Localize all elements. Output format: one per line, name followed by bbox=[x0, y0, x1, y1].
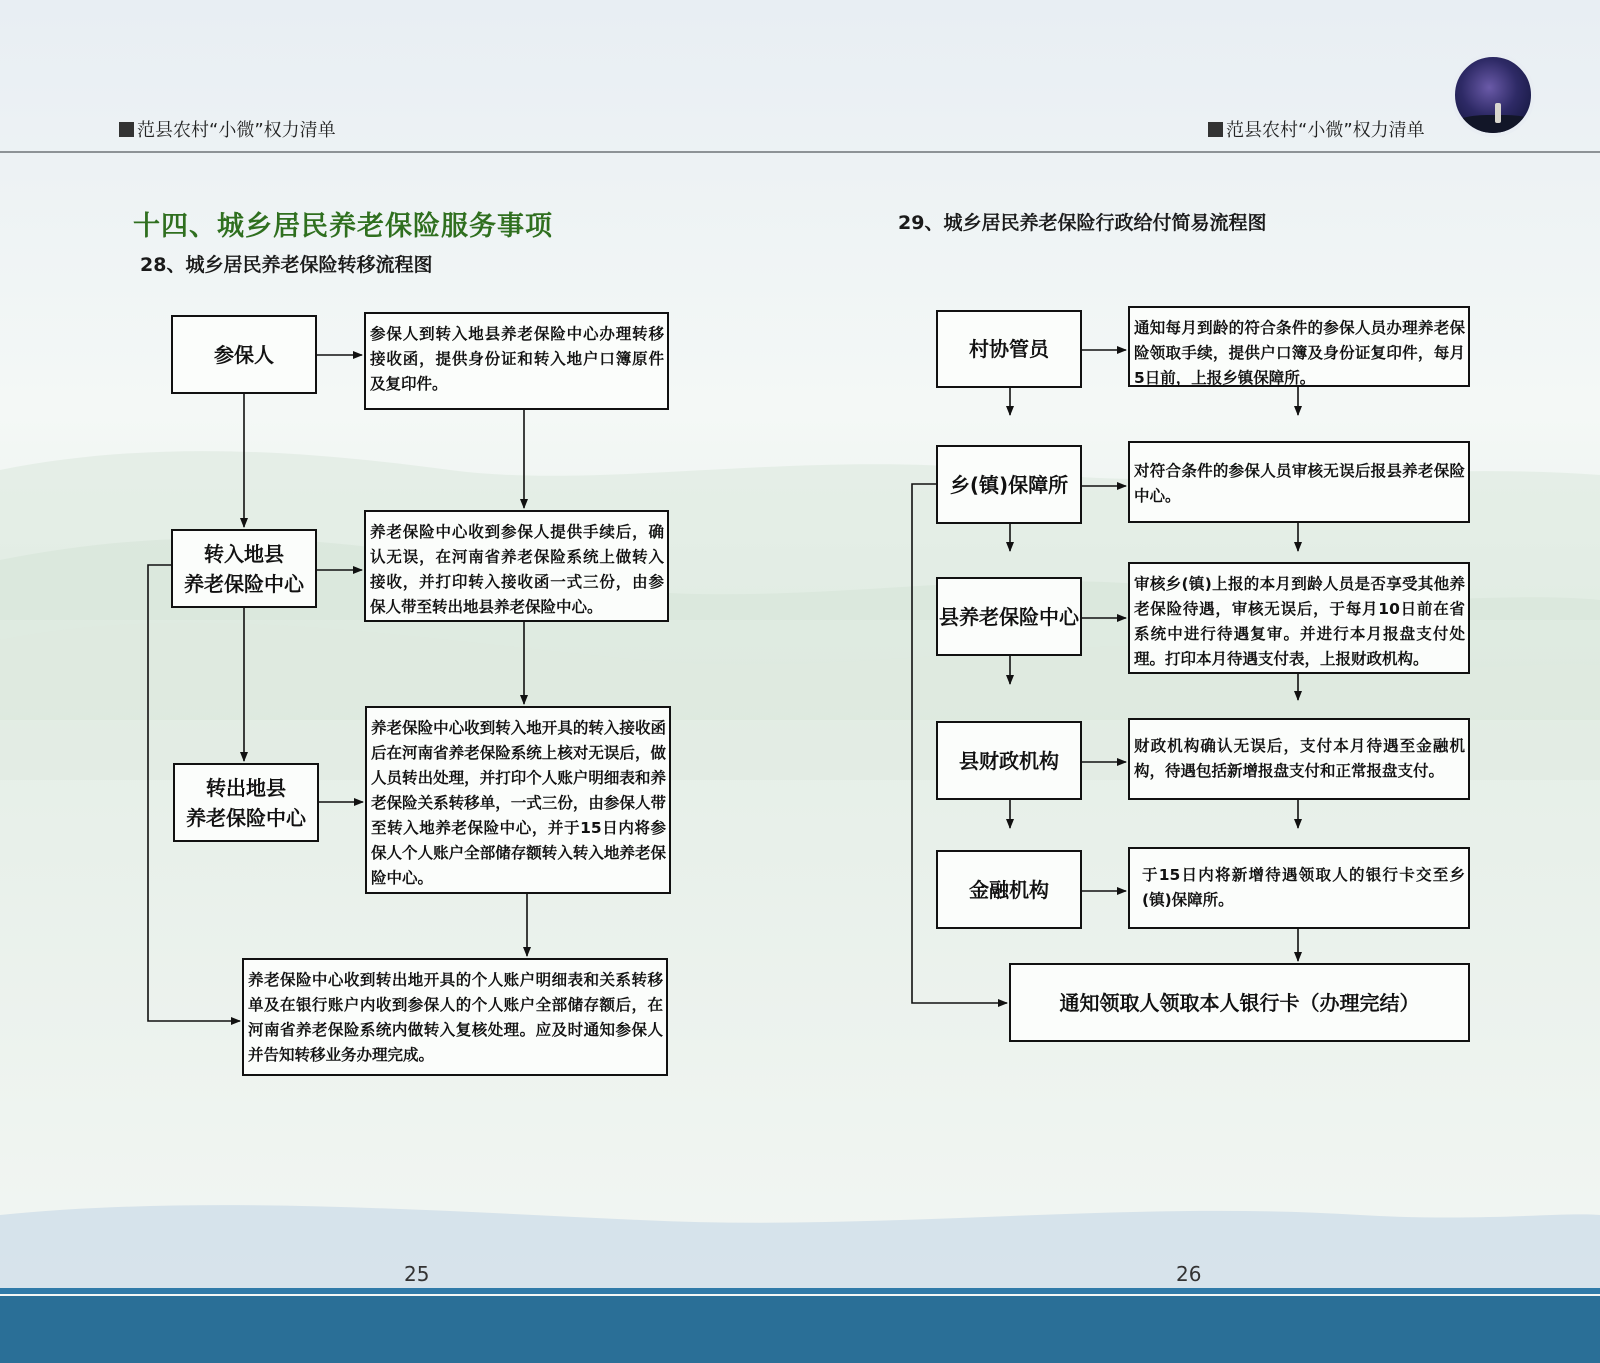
page-number-left: 25 bbox=[404, 1262, 430, 1286]
right-step-5: 于15日内将新增待遇领取人的银行卡交至乡(镇)保障所。 bbox=[1128, 847, 1470, 929]
page-number-right: 26 bbox=[1176, 1262, 1202, 1286]
right-chart-title: 29、城乡居民养老保险行政给付简易流程图 bbox=[898, 212, 1267, 234]
right-step-3: 审核乡(镇)上报的本月到龄人员是否享受其他养老保险待遇，审核无误后，于每月10日前在省系统中进行待遇复审。并进行本月报盘支付处理。打印本月待遇支付表，上报财政机构。 bbox=[1128, 562, 1470, 674]
final-step bbox=[1009, 963, 1470, 1042]
node-transfer-in-center bbox=[171, 529, 317, 608]
node-county-finance bbox=[936, 721, 1082, 800]
node-transfer-out-label-2: 养老保险中心 bbox=[186, 805, 306, 830]
header-left-title: 范县农村“小微”权力清单 bbox=[137, 120, 336, 141]
node-village-coordinator bbox=[936, 310, 1082, 388]
header-divider bbox=[0, 151, 1600, 153]
node-transfer-out-center bbox=[173, 763, 319, 842]
node-village-coordinator-label: 村协管员 bbox=[969, 337, 1049, 361]
square-bullet-icon bbox=[1208, 122, 1223, 137]
night-sky-logo-icon bbox=[1451, 53, 1535, 137]
section-title: 十四、城乡居民养老保险服务事项 bbox=[133, 211, 553, 242]
node-township-security-office bbox=[936, 445, 1082, 524]
right-step-2: 对符合条件的参保人员审核无误后报县养老保险中心。 bbox=[1128, 441, 1470, 523]
right-step-1: 通知每月到龄的符合条件的参保人员办理养老保险领取手续，提供户口簿及身份证复印件，每月5日前，上报乡镇保障所。 bbox=[1128, 306, 1470, 387]
header-right-title: 范县农村“小微”权力清单 bbox=[1226, 120, 1425, 141]
left-step-4: 养老保险中心收到转出地开具的个人账户明细表和关系转移单及在银行账户内收到参保人的个人账户全部储存额后，在河南省养老保险系统内做转入复核处理。应及时通知参保人并告知转移业务办理完成。 bbox=[242, 958, 668, 1076]
node-transfer-in-label-1: 转入地县 bbox=[204, 541, 284, 566]
left-step-2: 养老保险中心收到参保人提供手续后，确认无误，在河南省养老保险系统上做转入接收，并打印转入接收函一式三份，由参保人带至转出地县养老保险中心。 bbox=[364, 510, 669, 622]
node-financial-institution bbox=[936, 850, 1082, 929]
square-bullet-icon bbox=[119, 122, 134, 137]
node-insured-label: 参保人 bbox=[214, 342, 274, 367]
node-transfer-out-label-1: 转出地县 bbox=[206, 775, 286, 800]
node-county-pension-center-label: 县养老保险中心 bbox=[939, 604, 1079, 629]
right-step-4: 财政机构确认无误后，支付本月待遇至金融机构，待遇包括新增报盘支付和正常报盘支付。 bbox=[1128, 718, 1470, 800]
node-insured bbox=[171, 315, 317, 394]
node-county-finance-label: 县财政机构 bbox=[959, 748, 1059, 773]
final-step-label: 通知领取人领取本人银行卡（办理完结） bbox=[1059, 990, 1420, 1015]
left-step-1: 参保人到转入地县养老保险中心办理转移接收函，提供身份证和转入地户口簿原件及复印件。 bbox=[364, 312, 669, 410]
node-county-pension-center bbox=[936, 577, 1082, 656]
node-transfer-in-label-2: 养老保险中心 bbox=[184, 571, 304, 596]
left-chart-title: 28、城乡居民养老保险转移流程图 bbox=[140, 254, 433, 276]
node-financial-institution-label: 金融机构 bbox=[969, 877, 1049, 902]
left-step-3: 养老保险中心收到转入地开具的转入接收函后在河南省养老保险系统上核对无误后，做人员转出处理，并打印个人账户明细表和养老保险关系转移单，一式三份，由参保人带至转入地养老保险中心，并于15日内将参保人个人账户全部储存额转入转入地养老保险中心。 bbox=[365, 706, 671, 894]
node-township-security-office-label: 乡(镇)保障所 bbox=[949, 472, 1069, 497]
header-left bbox=[119, 116, 336, 142]
header-right bbox=[1208, 116, 1425, 142]
